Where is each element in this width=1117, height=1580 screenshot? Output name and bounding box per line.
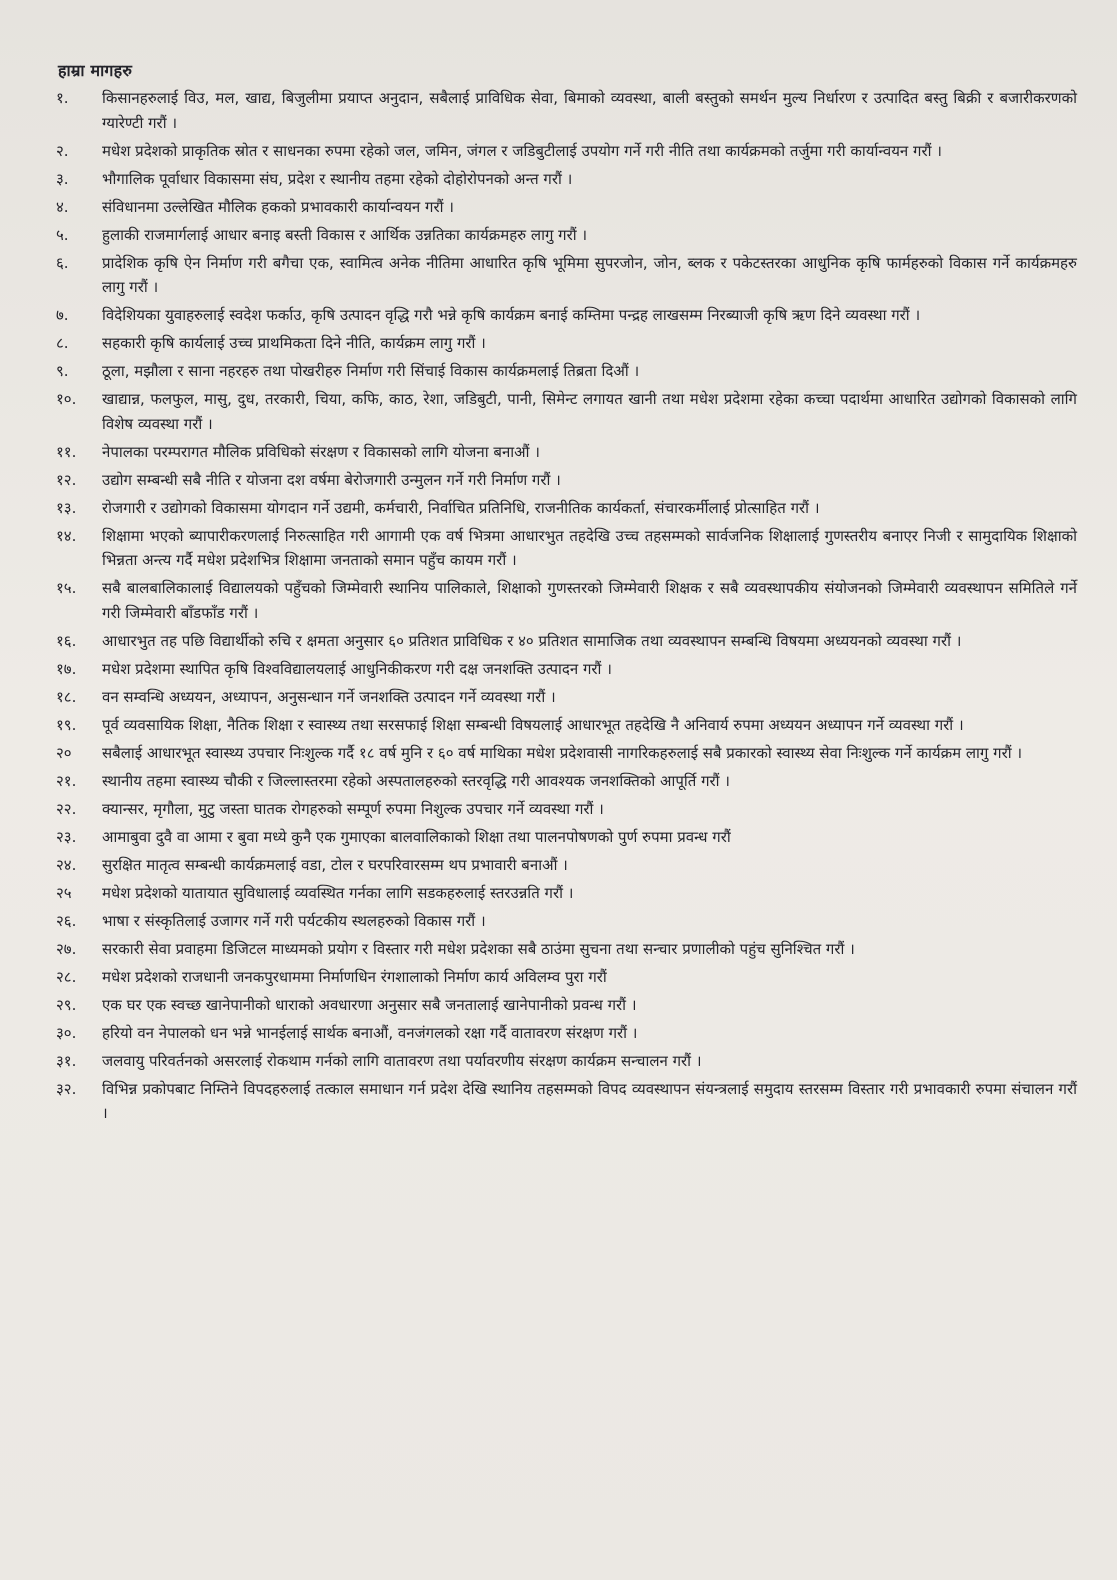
demand-number: १. [56,89,69,107]
demand-text: भाषा र संस्कृतिलाई उजागर गर्ने गरी पर्यटकीय स्थलहरुको विकास गरौं । [102,911,486,930]
demand-number: ९. [56,362,69,380]
demand-item [56,965,1077,993]
demand-item [56,303,1077,331]
demand-number: ३२. [56,1079,77,1098]
demands-list [56,86,1077,1129]
demand-text: प्रादेशिक कृषि ऐन निर्माण गरी बगैचा एक, स्वामित्व अनेक नीतिमा आधारित कृषि भूमिमा सुपरजोन, जोन, ब्लक र पकेटस्तरका आधुनिक कृषि फार्महरुको विकास गर्ने कार्यक्रमहरु लागु गरौं । [102,253,1077,296]
demand-item [56,1021,1077,1049]
demand-text: जलवायु परिवर्तनको असरलाई रोकथाम गर्नको लागि वातावरण तथा पर्यावरणीय संरक्षण कार्यक्रम सन्चालन गरौं । [102,1051,702,1070]
demand-text: हरियो वन नेपालको धन भन्ने भानईलाई सार्थक बनाऔं, वनजंगलको रक्षा गर्दै वातावरण संरक्षण गरौं । [102,1023,638,1042]
demand-item [56,251,1077,304]
demand-text: सरकारी सेवा प्रवाहमा डिजिटल माध्यमको प्रयोग र विस्तार गरी मधेश प्रदेशका सबै ठाउंमा सुचना तथा सन्चार प्रणालीको पहुंच सुनिश्चित गरौं । [102,939,855,958]
demand-text: विदेशियका युवाहरुलाई स्वदेश फर्काउ, कृषि उत्पादन वृद्धि गरौ भन्ने कृषि कार्यक्रम बनाई कम्तिमा पन्द्रह लाखसम्म निरब्याजी कृषि ऋण दिने व्यवस्था गरौं । [102,306,921,324]
demand-item [56,797,1077,825]
demand-number: २० [56,743,72,762]
demand-item [56,195,1077,223]
demand-text: मधेश प्रदेशको राजधानी जनकपुरधाममा निर्माणधिन रंगशालाको निर्माण कार्य अविलम्व पुरा गरौं [102,967,607,986]
demand-item [56,741,1077,769]
demand-item [56,825,1077,853]
demand-item [56,713,1077,741]
demand-item [56,331,1077,359]
demand-text: शिक्षामा भएको ब्यापारीकरणलाई निरुत्साहित गरी आगामी एक वर्ष भित्रमा आधारभुत तहदेखि उच्च तहसम्मको सार्वजनिक शिक्षालाई गुणस्तरीय बनाएर निजी र सामुदायिक शिक्षाको भिन्नता अन्त्य गर्दै मधेश प्रदेशभित्र शिक्षामा जनताको समान पहुँच कायम गरौं । [102,526,1077,569]
demand-text: एक घर एक स्वच्छ खानेपानीको धाराको अवधारणा अनुसार सबै जनतालाई खानेपानीको प्रवन्ध गरौं । [102,995,637,1014]
demand-text: क्यान्सर, मृगौला, मुटु जस्ता घातक रोगहरुको सम्पूर्ण रुपमा निशुल्क उपचार गर्ने व्यवस्था गरौं । [102,799,604,818]
demand-item [56,937,1077,965]
demand-number: १८. [56,687,77,706]
document-heading: हाम्रा मागहरु [58,61,133,80]
demand-number: २६. [56,911,77,930]
demand-number: ५. [56,225,69,244]
demand-item [56,909,1077,937]
demand-number: ३१. [56,1051,77,1070]
demand-text: उद्योग सम्बन्धी सबै नीति र योजना दश वर्षमा बेरोजगारी उन्मुलन गर्ने गरी निर्माण गरौं । [102,470,561,489]
demand-text: मधेश प्रदेशको यातायात सुविधालाई व्यवस्थित गर्नका लागि सडकहरुलाई स्तरउन्नति गरौं । [102,883,574,902]
demand-number: १४. [56,526,77,545]
demand-text: भौगालिक पूर्वाधार विकासमा संघ, प्रदेश र स्थानीय तहमा रहेको दोहोरोपनको अन्त गरौं । [102,169,573,188]
demand-text: संविधानमा उल्लेखित मौलिक हकको प्रभावकारी कार्यान्वयन गरौं । [102,197,454,216]
demand-text: पूर्व व्यवसायिक शिक्षा, नैतिक शिक्षा र स्वास्थ्य तथा सरसफाई शिक्षा सम्बन्धी विषयलाई आधारभूत तहदेखि नै अनिवार्य रुपमा अध्ययन अध्यापन गर्ने व्यवस्था गरौं । [102,715,964,734]
demand-number: १९. [56,715,77,734]
demand-number: ३०. [56,1023,77,1042]
demand-item [56,86,1077,139]
demand-text: सहकारी कृषि कार्यलाई उच्च प्राथमिकता दिने नीति, कार्यक्रम लागु गरौं । [102,334,486,352]
demand-number: ३. [56,169,69,188]
demand-number: २. [56,141,69,160]
demand-item [56,657,1077,685]
demand-text: आमाबुवा दुवै वा आमा र बुवा मध्ये कुनै एक गुमाएका बालवालिकाको शिक्षा तथा पालनपोषणको पुर्ण रुपमा प्रवन्ध गरौं [102,827,731,846]
demand-number: २२. [56,799,77,818]
demand-number: २१. [56,771,77,790]
demand-number: २५ [56,883,72,902]
demand-number: २३. [56,827,77,846]
demand-item [56,496,1077,524]
demand-item [56,223,1077,251]
demand-text: ठूला, मझौला र साना नहरहरु तथा पोखरीहरु निर्माण गरी सिंचाई विकास कार्यक्रमलाई तिब्रता दिऔं । [102,362,640,380]
demand-item [56,139,1077,167]
demand-item [56,685,1077,713]
demand-number: १५. [56,579,77,597]
demand-number: ११. [56,442,77,461]
demand-number: २९. [56,995,77,1014]
demand-item [56,769,1077,797]
demand-text: सबै बालबालिकालाई विद्यालयको पहुँचको जिम्मेवारी स्थानिय पालिकाले, शिक्षाको गुणस्तरको जिम्मेवारी शिक्षक र सबै व्यवस्थापकीय संयोजनको जिम्मेवारी व्यवस्थापन समितिले गर्ने गरी जिम्मेवारी बाँडफाँड गरौं । [102,579,1077,622]
demand-number: १२. [56,470,77,489]
demand-number: ४. [56,197,69,216]
demand-text: नेपालका परम्परागत मौलिक प्रविधिको संरक्षण र विकासको लागि योजना बनाऔं । [102,442,540,461]
demand-text: सबैलाई आधारभूत स्वास्थ्य उपचार निःशुल्क गर्दै १८ वर्ष मुनि र ६० वर्ष माथिका मधेश प्रदेशवासी नागरिकहरुलाई सबै प्रकारको स्वास्थ्य सेवा निःशुल्क गर्ने कार्यक्रम लागु गरौं । [102,743,1023,762]
demand-item [56,1049,1077,1077]
demand-number: ६. [56,253,69,272]
demand-item [56,576,1077,629]
demand-item [56,440,1077,468]
demand-item [56,524,1077,577]
demand-number: २८. [56,967,77,986]
demand-item [56,167,1077,195]
demand-text: वन सम्वन्धि अध्ययन, अध्यापन, अनुसन्धान गर्ने जनशक्ति उत्पादन गर्ने व्यवस्था गरौं । [102,687,556,706]
demand-number: १७. [56,659,77,678]
demand-text: स्थानीय तहमा स्वास्थ्य चौकी र जिल्लास्तरमा रहेको अस्पतालहरुको स्तरवृद्धि गरी आवश्यक जनशक्तिको आपूर्ति गरौं । [102,771,730,790]
demand-number: २४. [56,855,77,874]
demand-text: विभिन्न प्रकोपबाट निम्तिने विपदहरुलाई तत्काल समाधान गर्न प्रदेश देखि स्थानिय तहसम्मको विपद व्यवस्थापन संयन्त्रलाई समुदाय स्तरसम्म विस्तार गरी प्रभावकारी रुपमा संचालन गरौं । [102,1079,1077,1122]
demand-item [56,881,1077,909]
demand-item [56,853,1077,881]
demand-text: हुलाकी राजमार्गलाई आधार बनाइ बस्ती विकास र आर्थिक उन्नतिका कार्यक्रमहरु लागु गरौं । [102,225,588,244]
demand-item [56,1077,1077,1130]
demand-number: १३. [56,498,77,517]
demand-number: १०. [56,390,77,408]
demand-item [56,387,1077,440]
demand-item [56,993,1077,1021]
demand-number: १६. [56,631,77,650]
demand-number: ७. [56,306,69,324]
demand-text: मधेश प्रदेशको प्राकृतिक स्रोत र साधनका रुपमा रहेको जल, जमिन, जंगल र जडिबुटीलाई उपयोग गर्ने गरी नीति तथा कार्यक्रमको तर्जुमा गरी कार्यान्वयन गरौं । [102,141,942,160]
demand-text: किसानहरुलाई विउ, मल, खाद्य, बिजुलीमा प्रयाप्त अनुदान, सबैलाई प्राविधिक सेवा, बिमाको व्यवस्था, बाली बस्तुको समर्थन मुल्य निर्धारण र उत्पादित बस्तु बिक्री र बजारीकरणको ग्यारेण्टी गरौं । [102,89,1077,132]
demand-text: खाद्यान्न, फलफुल, मासु, दुध, तरकारी, चिया, कफि, काठ, रेशा, जडिबुटी, पानी, सिमेन्ट लगायत खानी तथा मधेश प्रदेशमा रहेका कच्चा पदार्थमा आधारित उद्योगको विकासको लागि विशेष व्यवस्था गरौं । [102,390,1077,433]
demand-item [56,629,1077,657]
demand-number: २७. [56,939,77,958]
demand-text: मधेश प्रदेशमा स्थापित कृषि विश्वविद्यालयलाई आधुनिकीकरण गरी दक्ष जनशक्ति उत्पादन गरौं । [102,659,612,678]
demand-item [56,359,1077,387]
demand-number: ८. [56,334,69,352]
demand-text: रोजगारी र उद्योगको विकासमा योगदान गर्ने उद्यमी, कर्मचारी, निर्वाचित प्रतिनिधि, राजनीतिक कार्यकर्ता, संचारकर्मीलाई प्रोत्साहित गरौं । [102,498,820,517]
demand-text: आधारभुत तह पछि विद्यार्थीको रुचि र क्षमता अनुसार ६० प्रतिशत प्राविधिक र ४० प्रतिशत सामाजिक तथा व्यवस्थापन सम्बन्धि विषयमा अध्ययनको व्यवस्था गरौं । [102,631,962,650]
demand-text: सुरक्षित मातृत्व सम्बन्धी कार्यक्रमलाई वडा, टोल र घरपरिवारसम्म थप प्रभावारी बनाऔं । [102,855,568,874]
demand-item [56,468,1077,496]
